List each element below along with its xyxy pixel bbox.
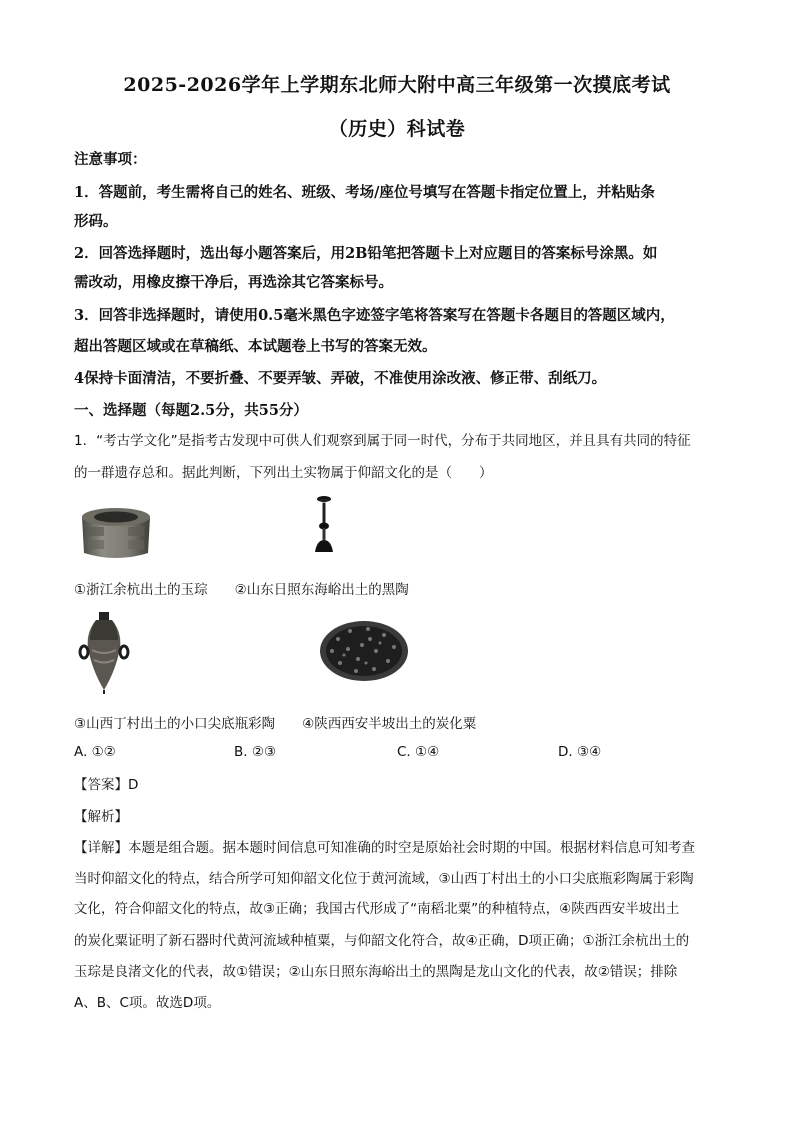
answer-tag: 【答案】 (74, 777, 128, 793)
figure-caption-row-2: ③山西丁村出土的小口尖底瓶彩陶 ④陕西西安半坡出土的炭化粟 (74, 716, 477, 732)
notice-line-6: 超出答题区域或在草稿纸、本试题卷上书写的答案无效。 (74, 338, 437, 355)
black-pottery-image (309, 494, 339, 556)
pointed-bottle-image (76, 610, 132, 694)
question-1-stem-line-1: 1．“考古学文化”是指考古发现中可供人们观察到属于同一时代，分布于共同地区，并且具有共同的特征 (74, 433, 691, 449)
notice-line-4: 需改动，用橡皮擦干净后，再选涂其它答案标号。 (74, 274, 393, 291)
section-title: 一、选择题（每题2.5分，共55分） (74, 402, 308, 419)
notice-line-1: 1．答题前，考生需将自己的姓名、班级、考场/座位号填写在答题卡指定位置上，并粘贴条 (74, 184, 655, 201)
notice-heading: 注意事项： (74, 151, 147, 168)
exam-title: 2025-2026学年上学期东北师大附中高三年级第一次摸底考试 (123, 74, 671, 96)
option-b[interactable]: B. ②③ (234, 744, 277, 760)
option-a[interactable]: A. ①② (74, 744, 116, 760)
carbonized-millet-image (318, 617, 410, 685)
answer-value: D (128, 777, 139, 793)
detail-line-3: 文化，符合仰韶文化的特点，故③正确；我国古代形成了“南稻北粟”的种植特点，④陕西西安半坡出土 (74, 901, 680, 917)
question-1-stem-line-2: 的一群遗存总和。据此判断，下列出土实物属于仰韶文化的是（ ） (74, 465, 493, 481)
detail-line-1: 【详解】本题是组合题。据本题时间信息可知准确的时空是原始社会时期的中国。根据材料信息可知考查 (74, 840, 695, 856)
detail-line-5: 玉琮是良渚文化的代表，故①错误；②山东日照东海峪出土的黑陶是龙山文化的代表，故②错误；排除 (74, 964, 678, 980)
option-c[interactable]: C. ①④ (397, 744, 440, 760)
jade-cong-image (76, 503, 156, 563)
detail-line-6: A、B、C项。故选D项。 (74, 995, 221, 1011)
exam-subtitle: （历史）科试卷 (328, 118, 466, 140)
detail-line-4: 的炭化粟证明了新石器时代黄河流域种植粟，与仰韶文化符合，故④正确，D项正确；①浙江余杭出土的 (74, 933, 690, 949)
figure-caption-row-1: ①浙江余杭出土的玉琮 ②山东日照东海峪出土的黑陶 (74, 582, 409, 598)
notice-line-7: 4保持卡面清洁，不要折叠、不要弄皱、弄破，不准使用涂改液、修正带、刮纸刀。 (74, 370, 607, 387)
notice-line-3: 2．回答选择题时，选出每小题答案后，用2B铅笔把答题卡上对应题目的答案标号涂黑。如 (74, 245, 658, 262)
analysis-tag: 【解析】 (74, 809, 128, 825)
detail-line-2: 当时仰韶文化的特点，结合所学可知仰韶文化位于黄河流域，③山西丁村出土的小口尖底瓶彩陶属于彩陶 (74, 871, 694, 887)
notice-line-2: 形码。 (74, 213, 118, 230)
notice-line-5: 3．回答非选择题时，请使用0.5毫米黑色字迹签字笔将答案写在答题卡各题目的答题区域内， (74, 307, 675, 324)
option-d[interactable]: D. ③④ (558, 744, 602, 760)
answer-row (74, 775, 734, 795)
